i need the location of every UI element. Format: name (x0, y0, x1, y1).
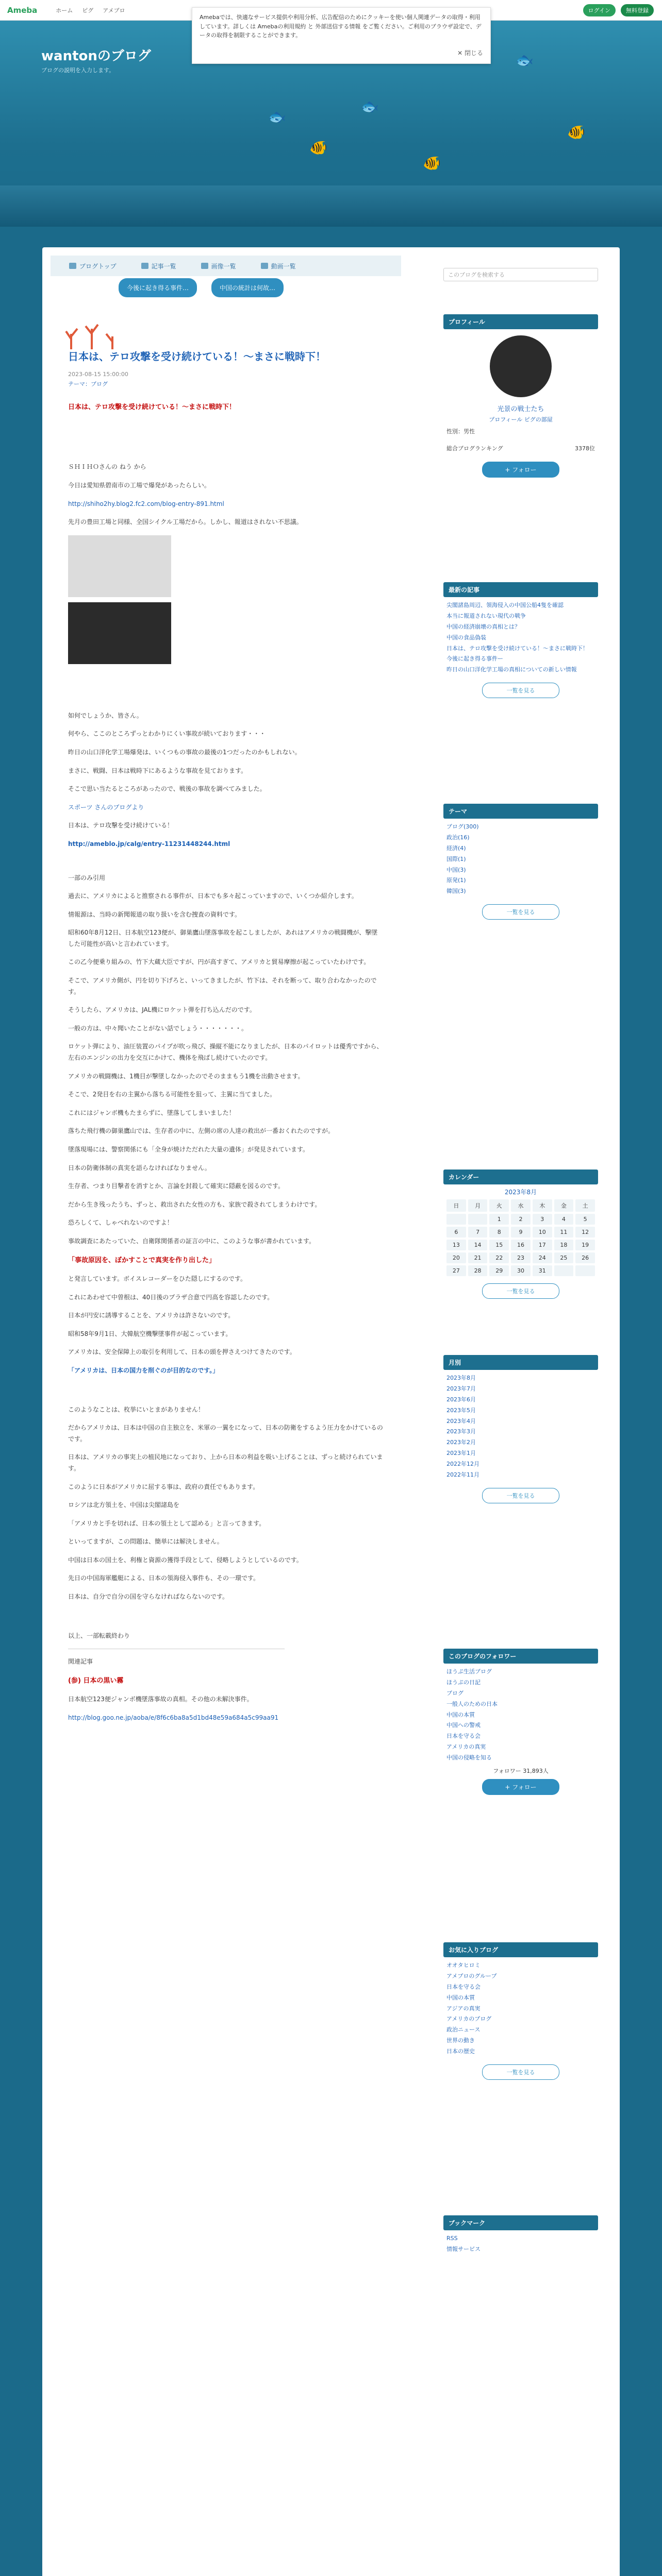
archive-link[interactable]: 2023年7月 (446, 1385, 476, 1392)
video-icon (261, 263, 268, 269)
tail-paragraph: だからアメリカは、日本は中国の自主独立を、米軍の一翼をになって、日本の防衛をするよう圧力をかけているのです。 (68, 1424, 383, 1443)
home-icon (69, 263, 76, 269)
favorite-link[interactable]: 中国の本質 (446, 1994, 475, 2001)
nav-blog-top[interactable] (69, 262, 117, 270)
profile-heading: プロフィール (443, 314, 598, 329)
calendar-day[interactable]: 20 (446, 1252, 466, 1263)
tail-paragraph: 「アメリカと手を切れば、日本の領土として認める」と言ってきます。 (68, 1519, 266, 1527)
favorites-widget (443, 1942, 598, 2084)
tail-paragraph: このように日本がアメリカに屈する事は、政府の責任でもあります。 (68, 1483, 259, 1490)
bookmark-heading: ブックマーク (443, 2215, 598, 2230)
followers-widget (443, 1649, 598, 1799)
topbar-nav-home[interactable]: ホーム (56, 7, 73, 14)
fish-decoration: 🐠 (423, 155, 441, 172)
follower-link[interactable]: 日本を守る会 (446, 1733, 481, 1740)
latest-entry-link[interactable]: 今後に起き得る事件ー (446, 655, 503, 663)
calendar-day[interactable]: 26 (575, 1252, 595, 1263)
calendar-day[interactable]: 28 (468, 1265, 488, 1276)
latest-entries-widget (443, 582, 598, 702)
topbar-nav-ameblo[interactable]: アメブロ (103, 7, 125, 14)
blog-nav (51, 256, 401, 276)
fish-decoration: 🐠 (309, 139, 327, 156)
archive-link[interactable]: 2023年5月 (446, 1406, 476, 1414)
calendar-day[interactable]: 7 (468, 1227, 488, 1238)
topbar-nav-pigg[interactable]: ピグ (82, 7, 94, 14)
calendar-dow: 月 (468, 1199, 488, 1212)
related-heading: 関連記事 (68, 1658, 93, 1666)
theme-widget (443, 804, 598, 924)
latest-entry-link[interactable]: 日本は、テロ攻撃を受け続けている！〜まさに戦時下！ (446, 645, 588, 652)
favorite-link[interactable]: アメブロのグループ (446, 1972, 497, 1979)
entry-paragraph: 日本は、テロ攻撃を受け続けている！ (68, 822, 174, 829)
body-paragraph: 昭和60年8月12日、日本航空123便が、御巣鷹山墜落事故を起こしましたが、あれはアメリカの戦闘機が、撃墜した可能性が高いと言われています。 (68, 929, 378, 947)
cookie-notice-text: Amebaでは、快適なサービス提供や利用分析、広告配信のためにクッキーを使い個人関連データの取得・利用しています。詳しくは Amebaの利用規約 と 外部送信する情報 をご覧ください。ご利用のブラウザ設定で、データの取得を制限することができます。 (200, 14, 482, 39)
cookie-notice (192, 7, 491, 64)
latest-entry-link[interactable]: 中国の経済崩壊の真相とは？ (446, 623, 520, 630)
archive-link[interactable]: 2023年3月 (446, 1428, 476, 1435)
avatar[interactable] (490, 335, 552, 397)
nav-entry-list[interactable] (141, 262, 176, 270)
login-button[interactable]: ログイン (583, 4, 616, 16)
camera-icon (201, 263, 208, 269)
body-paragraph: と発言しています。ボイスレコーダーをひた隠しにするのです。 (68, 1275, 246, 1282)
calendar-day[interactable]: 23 (511, 1252, 531, 1263)
body-paragraph: そうしたら、アメリカは、JAL機にロケット弾を打ち込んだのです。 (68, 1006, 256, 1014)
latest-heading: 最新の記事 (443, 582, 598, 597)
entry-title[interactable]: 日本は、テロ攻撃を受け続けている！〜まさに戦時下！ (68, 350, 326, 363)
calendar-dow: 土 (575, 1199, 595, 1212)
body-paragraph: 恐ろしくて、しゃべれないのですよ！ (68, 1219, 173, 1227)
calendar-day[interactable] (446, 1214, 466, 1225)
pigg-room-link[interactable]: ピグの部屋 (524, 416, 553, 423)
favorite-link[interactable]: 日本の歴史 (446, 2048, 475, 2055)
register-button[interactable]: 無料登録 (621, 4, 654, 16)
topbar-actions (583, 4, 654, 16)
rss-link[interactable]: RSS (446, 2235, 458, 2242)
latest-more-button[interactable]: 一覧を見る (482, 683, 559, 698)
favorite-link[interactable]: アジアの真実 (446, 2005, 481, 2012)
calendar-dow: 木 (533, 1199, 552, 1212)
body-paragraph: ロケット弾により、油圧装置のパイプが吹っ飛び、操縦不能になりましたが、日本のパイロットは優秀ですから、左右のエンジンの出力を交互にかけて、機体を飛ばし続けていたのです。 (68, 1043, 383, 1062)
bookmark-link[interactable]: 情報サービス (446, 2245, 481, 2252)
calendar-day[interactable]: 13 (446, 1240, 466, 1250)
entry-date: 2023-08-15 15:00:00 (68, 371, 128, 378)
tail-paragraph: 中国は日本の国土を、利権と資源の獲得手段として、侵略しようとしているのです。 (68, 1556, 303, 1564)
tail-paragraph: 日本は、自分で自分の国を守らなければならないのです。 (68, 1593, 229, 1601)
follower-link[interactable]: ほうぷの日記 (446, 1679, 481, 1686)
calendar-day[interactable]: 25 (554, 1252, 574, 1263)
body-paragraph: 落ちた飛行機の御巣鷹山では、生存者の中に、左側の席の人達の救出が一番おくれたのですが。 (68, 1127, 335, 1135)
nav-video-list[interactable] (261, 262, 296, 270)
follow-button[interactable]: + フォロー (482, 462, 559, 478)
theme-link[interactable]: 中国(3) (446, 866, 466, 873)
calendar-day[interactable]: 31 (533, 1265, 552, 1276)
calendar-widget (443, 1170, 598, 1303)
archive-link[interactable]: 2022年11月 (446, 1471, 479, 1479)
entry-main (51, 318, 401, 2576)
calendar-day[interactable]: 22 (489, 1252, 509, 1263)
coral-icon (61, 318, 123, 349)
calendar-dow: 金 (554, 1199, 574, 1212)
favorites-more-button[interactable]: 一覧を見る (482, 2064, 559, 2080)
theme-heading: テーマ (443, 804, 598, 819)
profile-link[interactable]: プロフィール (489, 416, 523, 423)
follower-link[interactable]: 中国の本質 (446, 1711, 475, 1718)
body-paragraph: そこで、アメリカ側が、円を切り下げろと、いってきましたが、竹下は、それを断って、取り合わなかったのです。 (68, 977, 377, 995)
latest-entry-link[interactable]: 昨日の山口洋化学工場の真相についての新しい情報 (446, 666, 577, 673)
entry-pager (119, 278, 284, 297)
follower-link[interactable]: ブログ (446, 1689, 464, 1697)
calendar-day[interactable]: 19 (575, 1240, 595, 1250)
nav-image-list[interactable] (201, 262, 236, 270)
favorite-link[interactable]: 世界の動き (446, 2037, 475, 2044)
calendar-day[interactable]: 16 (511, 1240, 531, 1250)
article-screenshot-image[interactable] (68, 535, 171, 597)
calendar-day[interactable] (468, 1214, 488, 1225)
favorites-heading: お気に入りブログ (443, 1942, 598, 1957)
follower-link[interactable]: 中国への警戒 (446, 1722, 481, 1729)
calendar-day[interactable]: 21 (468, 1252, 488, 1263)
entry-paragraph: そこで思い当たるところがあったので、戦後の事故を調べてみました。 (68, 785, 266, 793)
calendar-day[interactable]: 14 (468, 1240, 488, 1250)
entry-source: ＳＨＩＨＯさんの ねう から (68, 463, 146, 471)
calendar-dow: 水 (511, 1199, 531, 1212)
entry-link[interactable]: http://ameblo.jp/calg/entry-11231448244.html (68, 840, 230, 848)
calendar-day[interactable]: 27 (446, 1265, 466, 1276)
calendar-grid (443, 1196, 598, 1279)
latest-entry-link[interactable]: 中国の食品偽装 (446, 634, 486, 641)
calendar-day[interactable]: 3 (533, 1214, 552, 1225)
entry-credit[interactable]: スポーツ さんのブログより (68, 803, 144, 811)
related-text: 日本航空123便ジャンボ機墜落事故の真相。その他の未解決事件。 (68, 1696, 253, 1703)
related-link[interactable]: http://blog.goo.ne.jp/aoba/e/8f6c6ba8a5d1bd48e59a684a5c99aa91 (68, 1714, 279, 1721)
ameba-logo[interactable]: Ameba (7, 5, 38, 15)
archive-heading: 月別 (443, 1355, 598, 1370)
latest-entry-link[interactable]: 本当に報道されない現代の戦争 (446, 612, 526, 619)
blog-title[interactable]: wantonのブログ (41, 48, 151, 64)
archive-link[interactable]: 2022年12月 (446, 1461, 479, 1468)
blog-search-input[interactable]: このブログを検索する (443, 268, 598, 281)
body-paragraph: アメリカは、安全保障上の取引を利用して、日本の頭を押さえつけてきたのです。 (68, 1348, 296, 1356)
list-icon (141, 263, 148, 269)
body-paragraph: 墜落現場には、警察関係にも「全身が焼けただれた大量の遺体」が発見されています。 (68, 1146, 309, 1154)
body-paragraph: 事故調査にあたっていた、自衛隊関係者の証言の中に、このような事が書かれています。 (68, 1237, 316, 1245)
tail-paragraph: 日本は、アメリカの事実上の植民地になっており、上から日本の利益を吸い上げることは、ずっと続けられています。 (68, 1453, 383, 1472)
theme-link[interactable]: 政治(16) (446, 834, 470, 841)
follower-count-label: フォロワー (493, 1768, 521, 1775)
nav-label: ブログトップ (79, 262, 117, 270)
rank-value: 3378位 (575, 445, 595, 452)
entry-paragraph: まさに、戦闘、日本は戦時下にあるような事故を見ております。 (68, 767, 247, 774)
calendar-day[interactable]: 30 (511, 1265, 531, 1276)
entry-lead: 日本は、テロ攻撃を受け続けている！〜まさに戦時下！ (68, 403, 236, 411)
calendar-day[interactable] (575, 1265, 595, 1276)
profile-info: 性別：男性 (446, 428, 475, 435)
bookmark-widget (443, 2215, 598, 2258)
follower-link[interactable]: ほうぷ生活ブログ (446, 1668, 492, 1675)
entry-paragraph: 昨日の山口洋化学工場爆発は、いくつもの事故の最後の1つだったのかもしれない。 (68, 748, 301, 756)
calendar-day[interactable]: 9 (511, 1227, 531, 1238)
calendar-day[interactable]: 1 (489, 1214, 509, 1225)
calendar-day[interactable]: 24 (533, 1252, 552, 1263)
calendar-day[interactable]: 5 (575, 1214, 595, 1225)
body-paragraph: 日本が円安に誘導することを、アメリカは許さないのです。 (68, 1312, 235, 1319)
tail-paragraph: このようなことは、枚挙にいとまがありません！ (68, 1405, 205, 1413)
calendar-day[interactable]: 6 (446, 1227, 466, 1238)
archive-more-button[interactable]: 一覧を見る (482, 1488, 559, 1503)
tail-paragraph: といってますが、この問題は、簡単には解決しません。 (68, 1538, 223, 1546)
body-paragraph: この乙今便乗り組みの、竹下大蔵大臣ですが、円が高すぎて、アメリカと貿易摩擦が起こっていたわけです。 (68, 958, 370, 966)
calendar-day[interactable]: 8 (489, 1227, 509, 1238)
calendar-day[interactable]: 4 (554, 1214, 574, 1225)
follower-count: 31,893人 (523, 1768, 549, 1775)
entry-paragraph: 今日は愛知県碧南市の工場で爆発があったらしい。 (68, 481, 210, 489)
theme-link[interactable]: 経済(4) (446, 844, 466, 852)
entry-theme[interactable]: テーマ：ブログ (68, 381, 108, 387)
theme-more-button[interactable]: 一覧を見る (482, 904, 559, 920)
body-paragraph: 情報源は、当時の新聞報道の取り扱いを含む捜査の資料です。 (68, 910, 241, 918)
follower-link[interactable]: 一般人のための日本 (446, 1700, 498, 1707)
calendar-dow: 火 (489, 1199, 509, 1212)
prev-entry-button[interactable]: 今後に起き得る事件… (119, 278, 197, 297)
favorite-link[interactable]: アメリカのブログ (446, 2015, 492, 2023)
followers-heading: このブログのフォロワー (443, 1649, 598, 1664)
body-paragraph: そこで、2発目を右の主翼から落ちる可能性を狙って、主翼に当てました。 (68, 1091, 276, 1098)
favorite-link[interactable]: 政治ニュース (446, 2026, 481, 2033)
body-quote: 「アメリカは、日本の国力を削ぐのが目的なのです。」 (68, 1366, 219, 1374)
blog-description: ブログの説明を入力します。 (41, 67, 115, 74)
entry-link[interactable]: http://shiho2hy.blog2.fc2.com/blog-entry-891.html (68, 500, 224, 507)
calendar-day[interactable]: 29 (489, 1265, 509, 1276)
fish-decoration: 🐟 (268, 108, 286, 125)
calendar-day[interactable]: 12 (575, 1227, 595, 1238)
calendar-day[interactable]: 10 (533, 1227, 552, 1238)
calendar-day[interactable]: 17 (533, 1240, 552, 1250)
reef-decoration (0, 185, 662, 227)
body-paragraph: これにはジャンボ機もたまらずに、墜落してしまいました！ (68, 1109, 235, 1116)
next-entry-button[interactable]: 中国の統計は何故… (211, 278, 284, 297)
body-emphasis: 「事故原因を、ぼかすことで真実を作り出した」 (68, 1256, 216, 1264)
calendar-day[interactable] (554, 1265, 574, 1276)
theme-link[interactable]: 国際(1) (446, 855, 466, 862)
profile-name[interactable]: 光景の戦士たち (497, 405, 544, 413)
calendar-day[interactable]: 2 (511, 1214, 531, 1225)
fish-decoration: 🐟 (361, 98, 379, 115)
body-paragraph: これにあわせて中曽根は、40日後のプラザ合意で円高を容認したのです。 (68, 1293, 274, 1301)
entry-paragraph: 如何でしょうか、皆さん。 (68, 711, 143, 719)
archive-link[interactable]: 2023年2月 (446, 1439, 476, 1446)
entry-paragraph: 先月の豊田工場と同様、全国シイクル工場だから。しかし、報道はされない不思議。 (68, 518, 303, 526)
theme-link[interactable]: ブログ(300) (446, 823, 479, 830)
nav-label: 記事一覧 (151, 262, 176, 270)
archive-link[interactable]: 2023年1月 (446, 1450, 476, 1457)
topbar-nav (56, 6, 125, 14)
body-paragraph: アメリカの戦闘機は、1機目が撃墜しなかったのでそのままもう1機を出動させます。 (68, 1072, 304, 1080)
calendar-dow: 日 (446, 1199, 466, 1212)
tail-paragraph: 先日の中国海軍艦艇による、日本の領海侵入事件も、その一環です。 (68, 1574, 260, 1582)
favorite-link[interactable]: 日本を守る会 (446, 1983, 481, 1990)
explosion-photo-image[interactable] (68, 602, 171, 664)
body-paragraph: だから生き残ったうち、ずっと、救出された女性の方も、家族で殺されてしまうわけです。 (68, 1200, 321, 1208)
cookie-notice-close-button[interactable]: ✕ 閉じる (457, 49, 483, 57)
fish-decoration: 🐟 (516, 52, 534, 69)
body-paragraph: 日本の防衛体制の真実を語らなければなりません。 (68, 1164, 211, 1172)
archive-widget (443, 1355, 598, 1507)
related-title: (参) 日本の黒い霧 (68, 1676, 124, 1685)
body-paragraph: 昭和58年9月1日、大韓航空機撃墜事件が起こっています。 (68, 1330, 232, 1337)
fish-decoration: 🐠 (567, 124, 585, 141)
archive-link[interactable]: 2023年8月 (446, 1375, 476, 1381)
profile-widget (443, 314, 598, 482)
entry-paragraph: 何やら、ここのところずっとわかりにくい事故が続いております・・・ (68, 730, 266, 738)
follow-button[interactable]: + フォロー (482, 1779, 559, 1795)
theme-link[interactable]: 原発(1) (446, 877, 466, 884)
body-paragraph: 生存者、つまり目撃者を消すとか、言論を封殺して確実に隠蔽を図るのです。 (68, 1182, 285, 1190)
calendar-day[interactable]: 15 (489, 1240, 509, 1250)
body-paragraph: 過去に、アメリカによると推察される事件が、日本でも多々起こっていますので、いくつか紹介します。 (68, 892, 358, 900)
rank-label[interactable]: 総合ブログランキング (446, 445, 503, 452)
entry-paragraph: 一部のみ引用 (68, 874, 106, 882)
nav-label: 動画一覧 (271, 262, 296, 270)
follower-link[interactable]: 中国の侵略を知る (446, 1754, 492, 1761)
latest-entry-link[interactable]: 尖閣諸島周辺、領海侵入の中国公船4隻を確認 (446, 602, 564, 608)
favorite-link[interactable]: オオタヒロミ (446, 1962, 481, 1969)
calendar-month: 2023年8月 (504, 1189, 537, 1196)
theme-link[interactable]: 韓国(3) (446, 888, 466, 895)
body-paragraph: 一般の方は、中々聞いたことがない話でしょう・・・・・・・。 (68, 1024, 248, 1032)
calendar-day[interactable]: 11 (554, 1227, 574, 1238)
archive-link[interactable]: 2023年6月 (446, 1396, 476, 1403)
nav-label: 画像一覧 (211, 262, 236, 270)
follower-link[interactable]: アメリカの真実 (446, 1743, 486, 1751)
calendar-day[interactable]: 18 (554, 1240, 574, 1250)
tail-paragraph: ロシアは北方領土を、中国は尖閣諸島を (68, 1501, 180, 1509)
calendar-heading: カレンダー (443, 1170, 598, 1184)
archive-link[interactable]: 2023年4月 (446, 1417, 476, 1425)
calendar-more-button[interactable]: 一覧を見る (482, 1283, 559, 1299)
closing-text: 以上、一部転載終わり (68, 1632, 130, 1639)
